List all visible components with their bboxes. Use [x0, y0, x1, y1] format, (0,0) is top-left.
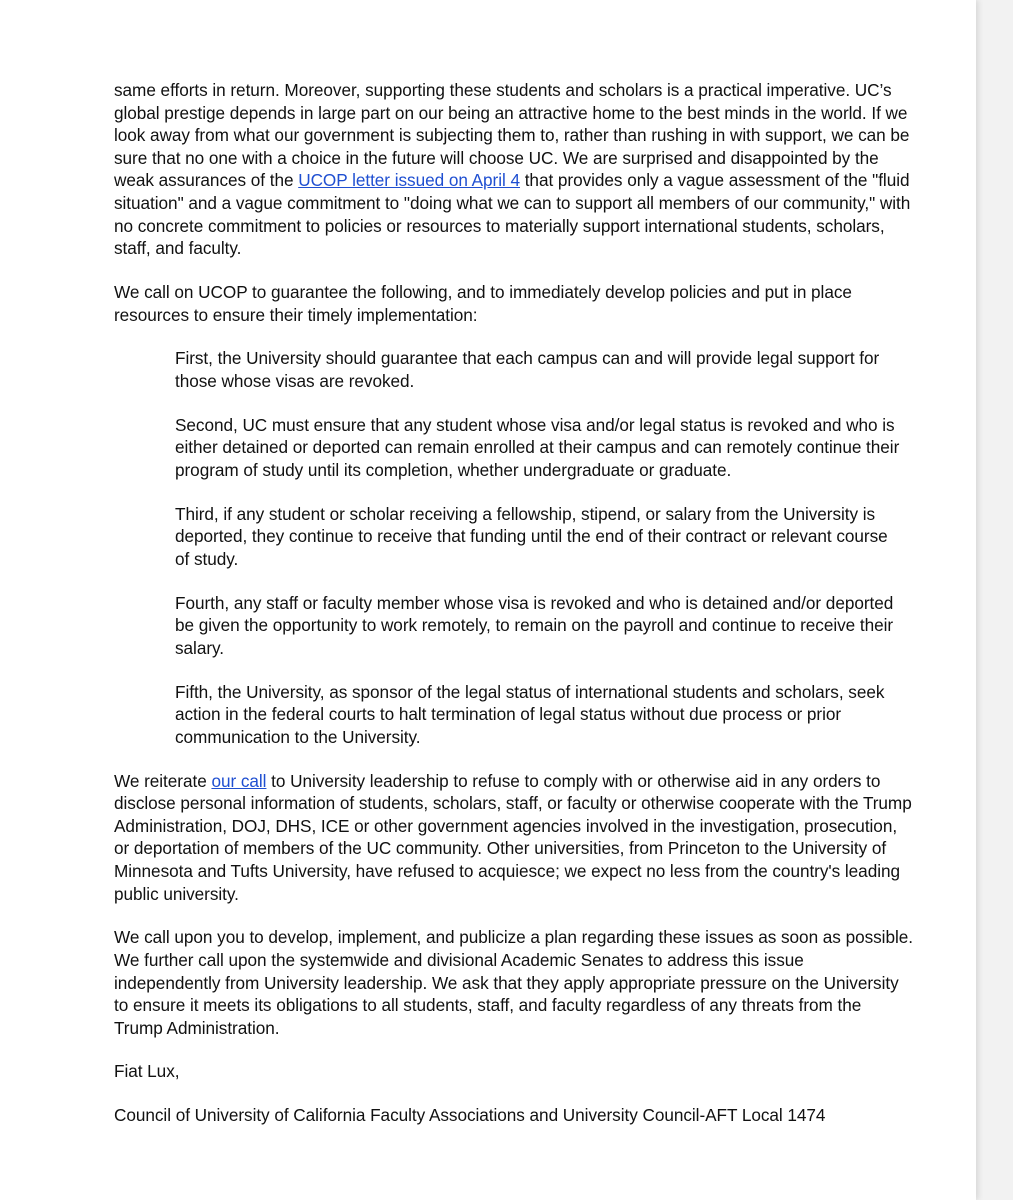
- demand-fifth: Fifth, the University, as sponsor of the legal status of international students and scholars, seek action in the federal courts to halt termination of legal status without due process or prior communication to the University.: [175, 681, 885, 747]
- demand-third: Third, if any student or scholar receiving a fellowship, stipend, or salary from the University is deported, they continue to receive that funding until the end of their contract or relevant course of study.: [175, 503, 888, 569]
- paragraph-reiterate: [114, 770, 914, 906]
- letter-body: [114, 79, 914, 1127]
- closing: Fiat Lux,: [114, 1061, 180, 1082]
- paragraph-call-on-ucop: We call on UCOP to guarantee the following, and to immediately develop policies and put in place resources to ensure their timely implementation:: [114, 281, 852, 325]
- ucop-letter-link[interactable]: UCOP letter issued on April 4: [298, 170, 520, 191]
- paragraph-text: We reiterate: [114, 770, 212, 791]
- our-call-link[interactable]: our call: [211, 770, 267, 791]
- demand-fourth: Fourth, any staff or faculty member whose visa is revoked and who is detained and/or deported be given the opportunity to work remotely, to remain on the payroll and continue to receive their salary.: [175, 592, 894, 658]
- paragraph-text: same efforts in return. Moreover, supporting these students and scholars is a practical imperative. UC’s global prestige depends in large part on our being an attractive home to the best minds in the world. If we look away from what our government is subjecting them to, rather than rushing in with support, we can be sure that no one with a choice in the future will choose UC. We are surprised and disappointed by the weak assurances of the: [114, 80, 910, 191]
- demand-first: First, the University should guarantee that each campus can and will provide legal support for those whose visas are revoked.: [175, 348, 880, 391]
- paragraph-call-upon: We call upon you to develop, implement, and publicize a plan regarding these issues as soon as possible. We further call upon the systemwide and divisional Academic Senates to address this issue independently from University leadership. We ask that they apply appropriate pressure on the University to ensure it meets its obligations to all students, staff, and faculty regardless of any threats from the Trump Administration.: [114, 927, 913, 1038]
- paragraph-ucop-letter: [114, 79, 914, 260]
- signature: Council of University of California Faculty Associations and University Council-AFT Local 1474: [114, 1105, 826, 1126]
- demand-second: Second, UC must ensure that any student whose visa and/or legal status is revoked and who is either detained or deported can remain enrolled at their campus and can remotely continue their program of study until its completion, whether undergraduate or graduate.: [175, 414, 900, 480]
- paragraph-text: that provides only a vague assessment of the "fluid situation" and a vague commitment to "doing what we can to support all members of our community," with no concrete commitment to policies or resources to materially support international students, scholars, staff, and faculty.: [114, 170, 911, 259]
- paragraph-text: to University leadership to refuse to comply with or otherwise aid in any orders to disclose personal information of students, scholars, staff, or faculty or otherwise cooperate with the Trump Administration, DOJ, DHS, ICE or other government agencies involved in the investigation, prosecution, or deportation of members of the UC community. Other universities, from Princeton to the University of Minnesota and Tufts University, have refused to acquiesce; we expect no less from the country's leading public university.: [114, 770, 912, 904]
